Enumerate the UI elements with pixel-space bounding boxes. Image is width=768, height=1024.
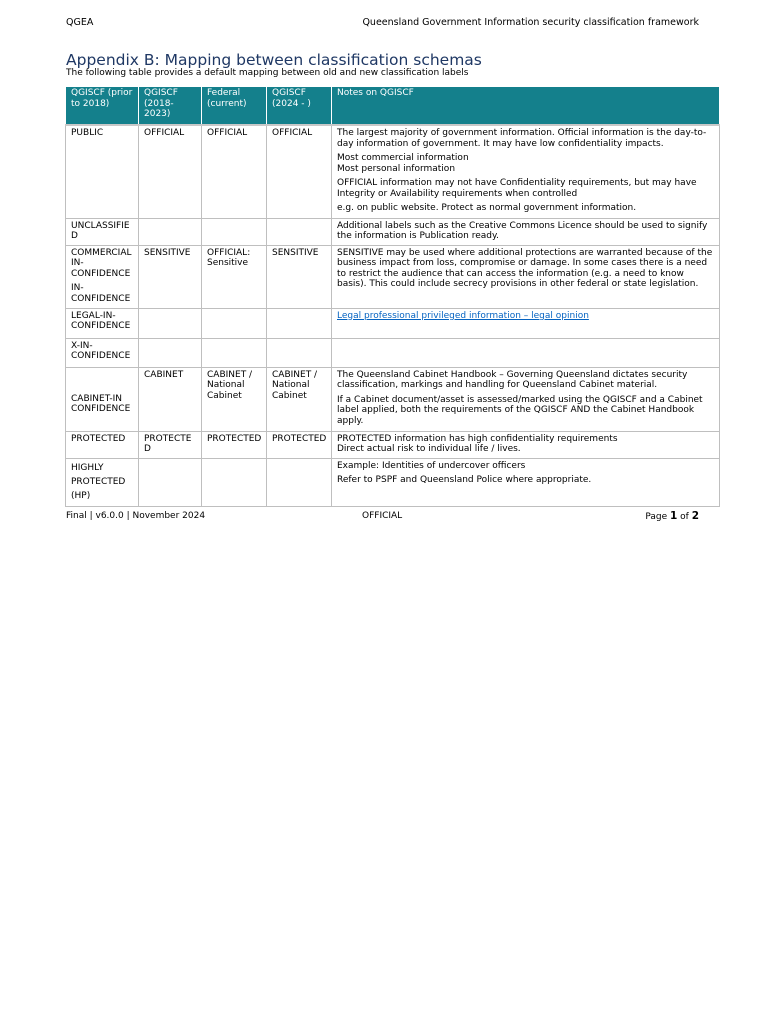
cell-2024-label: CABINET / National Cabinet: [267, 367, 332, 431]
cell-federal-label: [202, 458, 267, 506]
page-of: of: [677, 512, 692, 522]
intro-text: The following table provides a default mapping between old and new classification labels: [66, 68, 469, 78]
cell-notes: [332, 367, 720, 431]
table-row: [66, 367, 720, 431]
table-row: [66, 218, 720, 245]
table-row: [66, 338, 720, 367]
old-label-line: COMMERCIAL IN-CONFIDENCE: [71, 247, 132, 279]
notes-paragraph: e.g. on public website. Protect as normal government information.: [337, 203, 637, 213]
cell-old-label: [66, 245, 139, 308]
cell-2018-label: SENSITIVE: [139, 245, 202, 308]
notes-paragraph: OFFICIAL information may not have Confidentiality requirements, but may have Integrity or Availability requirements when controlled: [337, 178, 697, 199]
cell-notes: [332, 308, 720, 338]
cell-old-label: PROTECTED: [66, 431, 139, 458]
cell-federal-label: CABINET / National Cabinet: [202, 367, 267, 431]
header-qgiscf-2018-2023: QGISCF (2018-2023): [139, 87, 202, 126]
header-left: QGEA: [66, 17, 94, 28]
cell-notes: [332, 431, 720, 458]
page-header: [66, 17, 699, 29]
header-federal-current: Federal (current): [202, 87, 267, 126]
page-title: Appendix B: Mapping between classification schemas: [66, 51, 482, 69]
table-row: [66, 308, 720, 338]
table-header-row: [66, 87, 720, 126]
classification-mapping-table: [65, 86, 720, 507]
cell-2018-label: CABINET: [139, 367, 202, 431]
footer-classification: OFFICIAL: [362, 511, 403, 521]
cell-notes: [332, 218, 720, 245]
cell-2018-label: [139, 458, 202, 506]
notes-paragraph: Direct actual risk to individual life / lives.: [337, 444, 521, 454]
cell-federal-label: OFFICIAL: Sensitive: [202, 245, 267, 308]
cell-2018-label: [139, 338, 202, 367]
table-row: [66, 458, 720, 506]
cell-2024-label: SENSITIVE: [267, 245, 332, 308]
cell-2018-label: PROTECTED: [139, 431, 202, 458]
cell-old-label: X-IN-CONFIDENCE: [66, 338, 139, 367]
cell-old-label: PUBLIC: [66, 125, 139, 218]
cell-notes: [332, 245, 720, 308]
cell-2024-label: [267, 308, 332, 338]
notes-paragraph: Refer to PSPF and Queensland Police where appropriate.: [337, 475, 592, 485]
notes-paragraph: Example: Identities of undercover officers: [337, 460, 526, 471]
notes-paragraph: If a Cabinet document/asset is assessed/marked using the QGISCF and a Cabinet label applied, both the requirements of the QGISCF AND the Cabinet Handbook apply.: [337, 394, 703, 426]
table-row: [66, 245, 720, 308]
cell-federal-label: [202, 338, 267, 367]
cell-2024-label: OFFICIAL: [267, 125, 332, 218]
notes-paragraph: SENSITIVE may be used where additional protections are warranted because of the business impact from loss, compromise or damage. In some cases there is a need to restrict the audience that can access the information (e.g. a need to know basis). This could include secrecy provisions in other federal or state legislation.: [337, 247, 713, 289]
cell-2024-label: [267, 458, 332, 506]
header-right: Queensland Government Information security classification framework: [362, 17, 699, 28]
cell-2018-label: [139, 218, 202, 245]
old-label-line: IN-CONFIDENCE: [71, 283, 131, 304]
footer-page-number: [645, 510, 699, 523]
header-notes: Notes on QGISCF: [332, 87, 720, 126]
cell-2024-label: [267, 218, 332, 245]
table-row: [66, 125, 720, 218]
cell-2024-label: [267, 338, 332, 367]
cell-federal-label: [202, 218, 267, 245]
cell-federal-label: OFFICIAL: [202, 125, 267, 218]
table-row: [66, 431, 720, 458]
legal-privilege-link[interactable]: Legal professional privileged information – legal opinion: [337, 310, 589, 321]
header-qgiscf-prior-2018: QGISCF (prior to 2018): [66, 87, 139, 126]
cell-2018-label: OFFICIAL: [139, 125, 202, 218]
current-page: 1: [669, 510, 678, 522]
cell-federal-label: [202, 308, 267, 338]
notes-paragraph: Most personal information: [337, 163, 456, 174]
cell-notes: [332, 125, 720, 218]
header-qgiscf-2024: QGISCF (2024 - ): [267, 87, 332, 126]
cell-old-label: UNCLASSIFIED: [66, 218, 139, 245]
cell-old-label: CABINET-IN CONFIDENCE: [66, 367, 139, 431]
cell-2018-label: [139, 308, 202, 338]
page-prefix: Page: [645, 512, 670, 522]
cell-old-label: HIGHLY PROTECTED (HP): [66, 458, 139, 506]
notes-paragraph: The Queensland Cabinet Handbook – Governing Queensland dictates security classification, markings and handling for Queensland Cabinet material.: [337, 369, 688, 390]
cell-old-label: LEGAL-IN-CONFIDENCE: [66, 308, 139, 338]
cell-federal-label: PROTECTED: [202, 431, 267, 458]
total-pages: 2: [691, 510, 699, 522]
footer-version: Final | v6.0.0 | November 2024: [66, 511, 206, 521]
cell-notes: [332, 458, 720, 506]
cell-notes: [332, 338, 720, 367]
notes-paragraph: The largest majority of government information. Official information is the day-to-day information of government. It may have low confidentiality impacts.: [337, 128, 707, 149]
notes-paragraph: Additional labels such as the Creative Commons Licence should be used to signify the information is Publication ready.: [337, 220, 708, 241]
cell-2024-label: PROTECTED: [267, 431, 332, 458]
notes-paragraph: PROTECTED information has high confidentiality requirements: [337, 433, 618, 444]
notes-paragraph: Most commercial information: [337, 153, 469, 163]
